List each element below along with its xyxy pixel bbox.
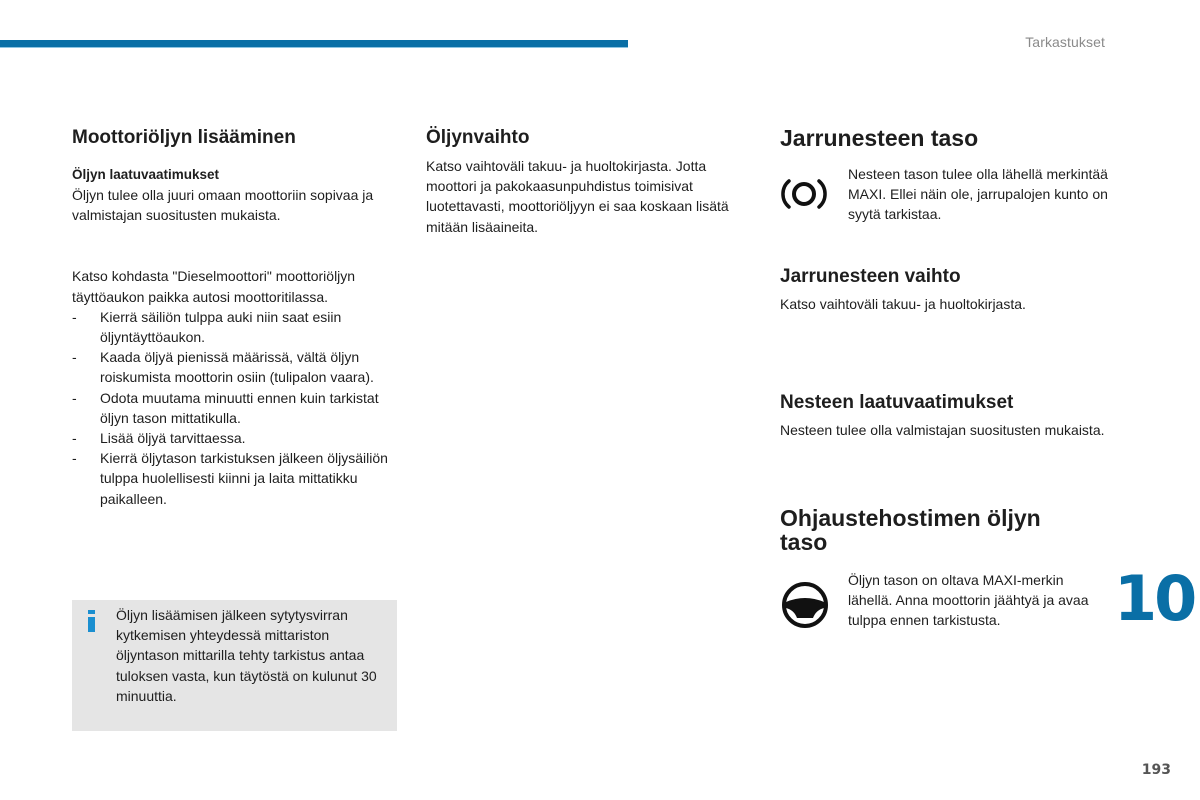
oil-change-text: Katso vaihtoväli takuu- ja huoltokirjasta. Jotta moottori ja pakokaasunpuhdistus toimisivat luotettavasti, moottoriöljyyn ei saa koskaan lisätä mitään lisäaineita.: [426, 158, 729, 235]
page-number: 193: [1141, 762, 1171, 778]
step-item: - Odota muutama minuutti ennen kuin tarkistat öljyn tason mittatikulla.: [72, 389, 379, 426]
power-steering-row: [780, 570, 1110, 631]
column-brake-steering: [780, 126, 1110, 631]
section-title-oil-change: Öljynvaihto: [426, 127, 530, 148]
power-steering-text: Öljyn tason on oltava MAXI-merkin lähellä. Anna moottorin jäähtyä ja avaa tulppa ennen tarkistusta.: [848, 572, 1089, 629]
brake-warning-icon: [780, 176, 828, 217]
step-item: - Kaada öljyä pienissä määrissä, vältä öljyn roiskumista moottorin osiin (tulipalon vaara).: [72, 349, 374, 386]
section-title-brake-change: Jarrunesteen vaihto: [780, 265, 961, 287]
header-accent-bar: [0, 40, 628, 47]
section-title-oil-topup: Moottoriöljyn lisääminen: [72, 127, 296, 148]
fluid-quality-text: Nesteen tulee olla valmistajan suositusten mukaista.: [780, 421, 1105, 438]
section-title-fluid-quality: Nesteen laatuvaatimukset: [780, 391, 1014, 413]
info-note-box: [72, 600, 397, 731]
chapter-number: 10: [1114, 562, 1195, 635]
column-oil-topup: [72, 126, 402, 509]
step-item: - Kierrä säiliön tulppa auki niin saat esiin öljyntäyttöaukon.: [72, 308, 342, 346]
subsection-title-oil-quality: Öljyn laatuvaatimukset: [72, 167, 220, 182]
info-icon: [88, 610, 95, 630]
oil-quality-text: Öljyn tulee olla juuri omaan moottoriin sopivaa ja valmistajan suositusten mukaista.: [72, 187, 374, 224]
brake-level-row: [780, 164, 1110, 225]
brake-level-text: Nesteen tason tulee olla lähellä merkintää MAXI. Ellei näin ole, jarrupalojen kunto on syytä tarkistaa.: [848, 166, 1108, 223]
info-note-text: Öljyn lisäämisen jälkeen sytytysvirran kytkemisen yhteydessä mittariston öljyntason mittarilla tehty tarkistus antaa tuloksen vasta, kun täytöstä on kulunut 30 minuuttia.: [116, 607, 377, 704]
section-title-power-steering: Ohjaustehostimen öljyn taso: [780, 505, 1041, 556]
brake-change-text: Katso vaihtoväli takuu- ja huoltokirjasta.: [780, 295, 1026, 312]
step-item: - Lisää öljyä tarvittaessa.: [72, 430, 246, 447]
oil-topup-steps: [72, 307, 402, 509]
chapter-label: Tarkastukset: [1025, 34, 1105, 50]
section-title-brake-level: Jarrunesteen taso: [780, 125, 979, 151]
column-oil-change: [426, 126, 746, 237]
step-item: - Kierrä öljytason tarkistuksen jälkeen öljysäiliön tulppa huolellisesti kiinni ja laita mittatikku paikalleen.: [72, 450, 388, 507]
steering-wheel-icon: [780, 580, 830, 635]
oil-location-text: Katso kohdasta "Dieselmoottori" moottoriöljyn täyttöaukon paikka autosi moottoritilassa.: [72, 268, 356, 305]
